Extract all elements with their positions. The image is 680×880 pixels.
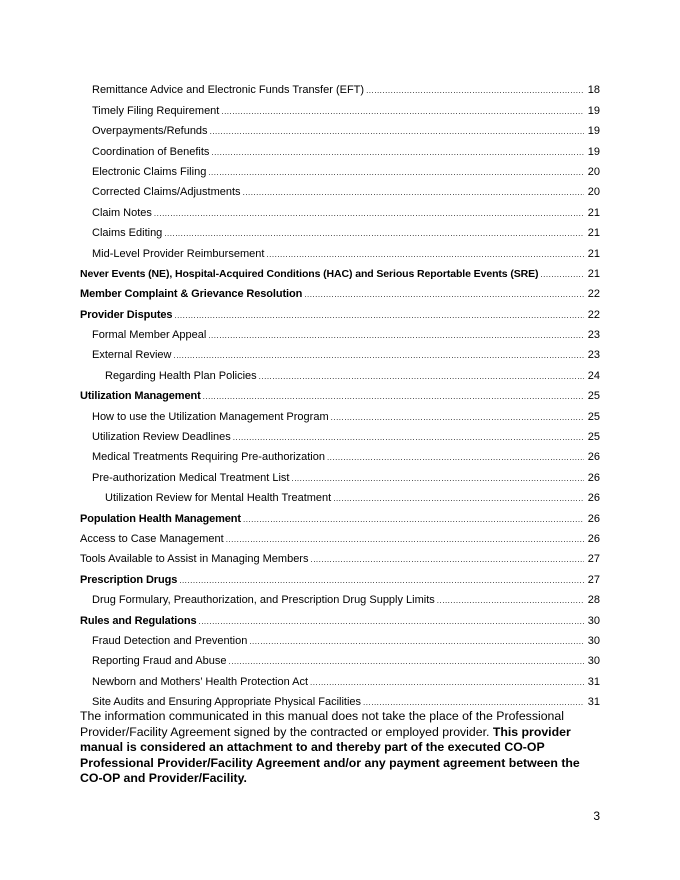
toc-entry[interactable]: [0, 341, 600, 361]
toc-entry-title: Claim Notes: [92, 206, 152, 219]
toc-entry-title: Corrected Claims/Adjustments: [92, 186, 241, 199]
toc-entry-title: Site Audits and Ensuring Appropriate Physical Facilities: [92, 696, 362, 709]
agreement-notice-text: The information communicated in this manual does not take the place of the Professional Provider/Facility Agreement signed by the contracted or employed provider.: [80, 709, 564, 739]
toc-entry-section[interactable]: [0, 382, 600, 402]
toc-entry-page: 26: [587, 471, 600, 484]
toc-entry[interactable]: [0, 423, 600, 443]
toc-entry-section[interactable]: [0, 300, 600, 320]
toc-leader-dots: [310, 678, 584, 687]
toc-entry[interactable]: [0, 402, 600, 422]
toc-leader-dots: [331, 413, 584, 422]
toc-entry-page: 31: [587, 696, 600, 709]
toc-entry-page: 26: [587, 451, 600, 464]
toc-entry-page: 21: [587, 247, 600, 260]
toc-entry-page: 25: [587, 390, 600, 403]
toc-entry[interactable]: [0, 219, 600, 239]
toc-leader-dots: [310, 555, 584, 564]
toc-entry-title: Claims Editing: [92, 227, 163, 240]
toc-entry-page: 26: [587, 492, 600, 505]
toc-entry-page: 23: [587, 329, 600, 342]
toc-entry-section[interactable]: [0, 565, 600, 585]
toc-entry-title: Fraud Detection and Prevention: [92, 634, 248, 647]
toc-leader-dots: [221, 107, 584, 116]
toc-entry-section[interactable]: [0, 525, 600, 545]
toc-entry-title: Overpayments/Refunds: [92, 125, 208, 138]
toc-entry-title: Mid-Level Provider Reimbursement: [92, 247, 265, 260]
toc-entry[interactable]: [0, 627, 600, 647]
toc-entry-title: Timely Filing Requirement: [92, 104, 220, 117]
agreement-notice: [80, 709, 600, 787]
toc-leader-dots: [173, 351, 584, 360]
toc-entry[interactable]: [0, 76, 600, 96]
toc-entry-page: 30: [587, 655, 600, 668]
toc-entry-title: Coordination of Benefits: [92, 145, 210, 158]
toc-entry-title: Access to Case Management: [80, 532, 224, 545]
toc-entry-page: 18: [587, 84, 600, 97]
toc-entry-title: Drug Formulary, Preauthorization, and Prescription Drug Supply Limits: [92, 594, 435, 607]
toc-entry-page: 30: [587, 634, 600, 647]
toc-leader-dots: [540, 270, 584, 279]
toc-entry-page: 19: [587, 125, 600, 138]
toc-entry-page: 30: [587, 614, 600, 627]
page-number: 3: [593, 809, 600, 823]
toc-entry-page: 26: [587, 532, 600, 545]
toc-entry-title: Prescription Drugs: [80, 573, 178, 586]
toc-entry-subsection[interactable]: [0, 361, 600, 381]
toc-entry-title: Rules and Regulations: [80, 614, 197, 627]
toc-entry-title: Electronic Claims Filing: [92, 165, 207, 178]
toc-leader-dots: [203, 392, 584, 401]
toc-leader-dots: [333, 494, 584, 503]
toc-entry[interactable]: [0, 688, 600, 708]
toc-leader-dots: [210, 127, 584, 136]
toc-entry-page: 21: [587, 206, 600, 219]
toc-leader-dots: [243, 515, 584, 524]
toc-entry-page: 20: [587, 165, 600, 178]
toc-entry-subsection[interactable]: [0, 484, 600, 504]
toc-entry-page: 19: [587, 104, 600, 117]
toc-entry-title: Member Complaint & Grievance Resolution: [80, 288, 303, 301]
toc-entry-page: 21: [587, 267, 600, 280]
toc-entry-title: Tools Available to Assist in Managing Members: [80, 553, 309, 566]
toc-leader-dots: [164, 229, 584, 238]
toc-entry-title: Utilization Review Deadlines: [92, 431, 231, 444]
toc-entry-title: Pre-authorization Medical Treatment List: [92, 471, 290, 484]
toc-entry-title: Remittance Advice and Electronic Funds Transfer (EFT): [92, 84, 365, 97]
toc-entry-section[interactable]: [0, 280, 600, 300]
toc-leader-dots: [208, 331, 584, 340]
toc-leader-dots: [229, 657, 584, 666]
toc-leader-dots: [291, 474, 584, 483]
toc-leader-dots: [243, 188, 584, 197]
toc-entry-page: 31: [587, 675, 600, 688]
toc-entry-title: Newborn and Mothers’ Health Protection Act: [92, 675, 309, 688]
toc-entry-title: Reporting Fraud and Abuse: [92, 655, 227, 668]
toc-entry-page: 22: [587, 308, 600, 321]
toc-entry-section[interactable]: [0, 545, 600, 565]
toc-leader-dots: [366, 86, 584, 95]
toc-entry-page: 27: [587, 553, 600, 566]
toc-entry-page: 19: [587, 145, 600, 158]
agreement-notice-bold-text: This provider manual is considered an attachment to and thereby part of the executed CO-OP Professional Provider/Facility Agreement and/or any payment agreement between the CO-OP and Provider/Facility.: [80, 724, 580, 785]
toc-leader-dots: [233, 433, 584, 442]
toc-entry[interactable]: [0, 117, 600, 137]
toc-entry[interactable]: [0, 137, 600, 157]
toc-entry-section[interactable]: [0, 504, 600, 524]
toc-entry[interactable]: [0, 647, 600, 667]
toc-entry-title: How to use the Utilization Management Program: [92, 410, 329, 423]
toc-entry[interactable]: [0, 586, 600, 606]
toc-entry[interactable]: [0, 158, 600, 178]
toc-entry-page: 26: [587, 512, 600, 525]
toc-entry-page: 25: [587, 410, 600, 423]
toc-entry-page: 24: [587, 369, 600, 382]
toc-entry[interactable]: [0, 178, 600, 198]
toc-entry[interactable]: [0, 463, 600, 483]
toc-leader-dots: [198, 617, 584, 626]
toc-leader-dots: [174, 311, 584, 320]
toc-entry-page: 23: [587, 349, 600, 362]
toc-entry-title: Population Health Management: [80, 512, 241, 525]
toc-leader-dots: [179, 576, 584, 585]
toc-entry-section[interactable]: [0, 606, 600, 626]
toc-entry-page: 25: [587, 431, 600, 444]
toc-entry-title: Regarding Health Plan Policies: [105, 369, 257, 382]
toc-entry-title: Medical Treatments Requiring Pre-authorization: [92, 451, 325, 464]
toc-leader-dots: [211, 148, 584, 157]
table-of-contents: [0, 76, 680, 708]
toc-entry[interactable]: [0, 321, 600, 341]
toc-entry-page: 28: [587, 594, 600, 607]
toc-entry-page: 21: [587, 227, 600, 240]
toc-leader-dots: [327, 453, 584, 462]
toc-entry[interactable]: [0, 443, 600, 463]
toc-leader-dots: [363, 698, 584, 707]
toc-leader-dots: [154, 209, 584, 218]
toc-entry-title: Formal Member Appeal: [92, 329, 207, 342]
toc-leader-dots: [226, 535, 584, 544]
toc-entry[interactable]: [0, 198, 600, 218]
toc-leader-dots: [208, 168, 584, 177]
toc-entry[interactable]: [0, 96, 600, 116]
toc-leader-dots: [259, 372, 584, 381]
toc-entry[interactable]: [0, 239, 600, 259]
toc-entry-title: Utilization Review for Mental Health Treatment: [105, 492, 332, 505]
toc-leader-dots: [266, 250, 584, 259]
toc-entry-title: Never Events (NE), Hospital-Acquired Conditions (HAC) and Serious Reportable Events (SRE): [80, 267, 539, 280]
toc-entry[interactable]: [0, 667, 600, 687]
toc-leader-dots: [437, 596, 584, 605]
toc-entry-title: Utilization Management: [80, 390, 201, 403]
toc-entry-page: 20: [587, 186, 600, 199]
toc-entry-title: External Review: [92, 349, 172, 362]
toc-entry-title: Provider Disputes: [80, 308, 173, 321]
toc-entry-page: 27: [587, 573, 600, 586]
toc-entry-page: 22: [587, 288, 600, 301]
toc-leader-dots: [249, 637, 584, 646]
toc-entry-section[interactable]: [0, 260, 600, 280]
toc-leader-dots: [304, 290, 584, 299]
